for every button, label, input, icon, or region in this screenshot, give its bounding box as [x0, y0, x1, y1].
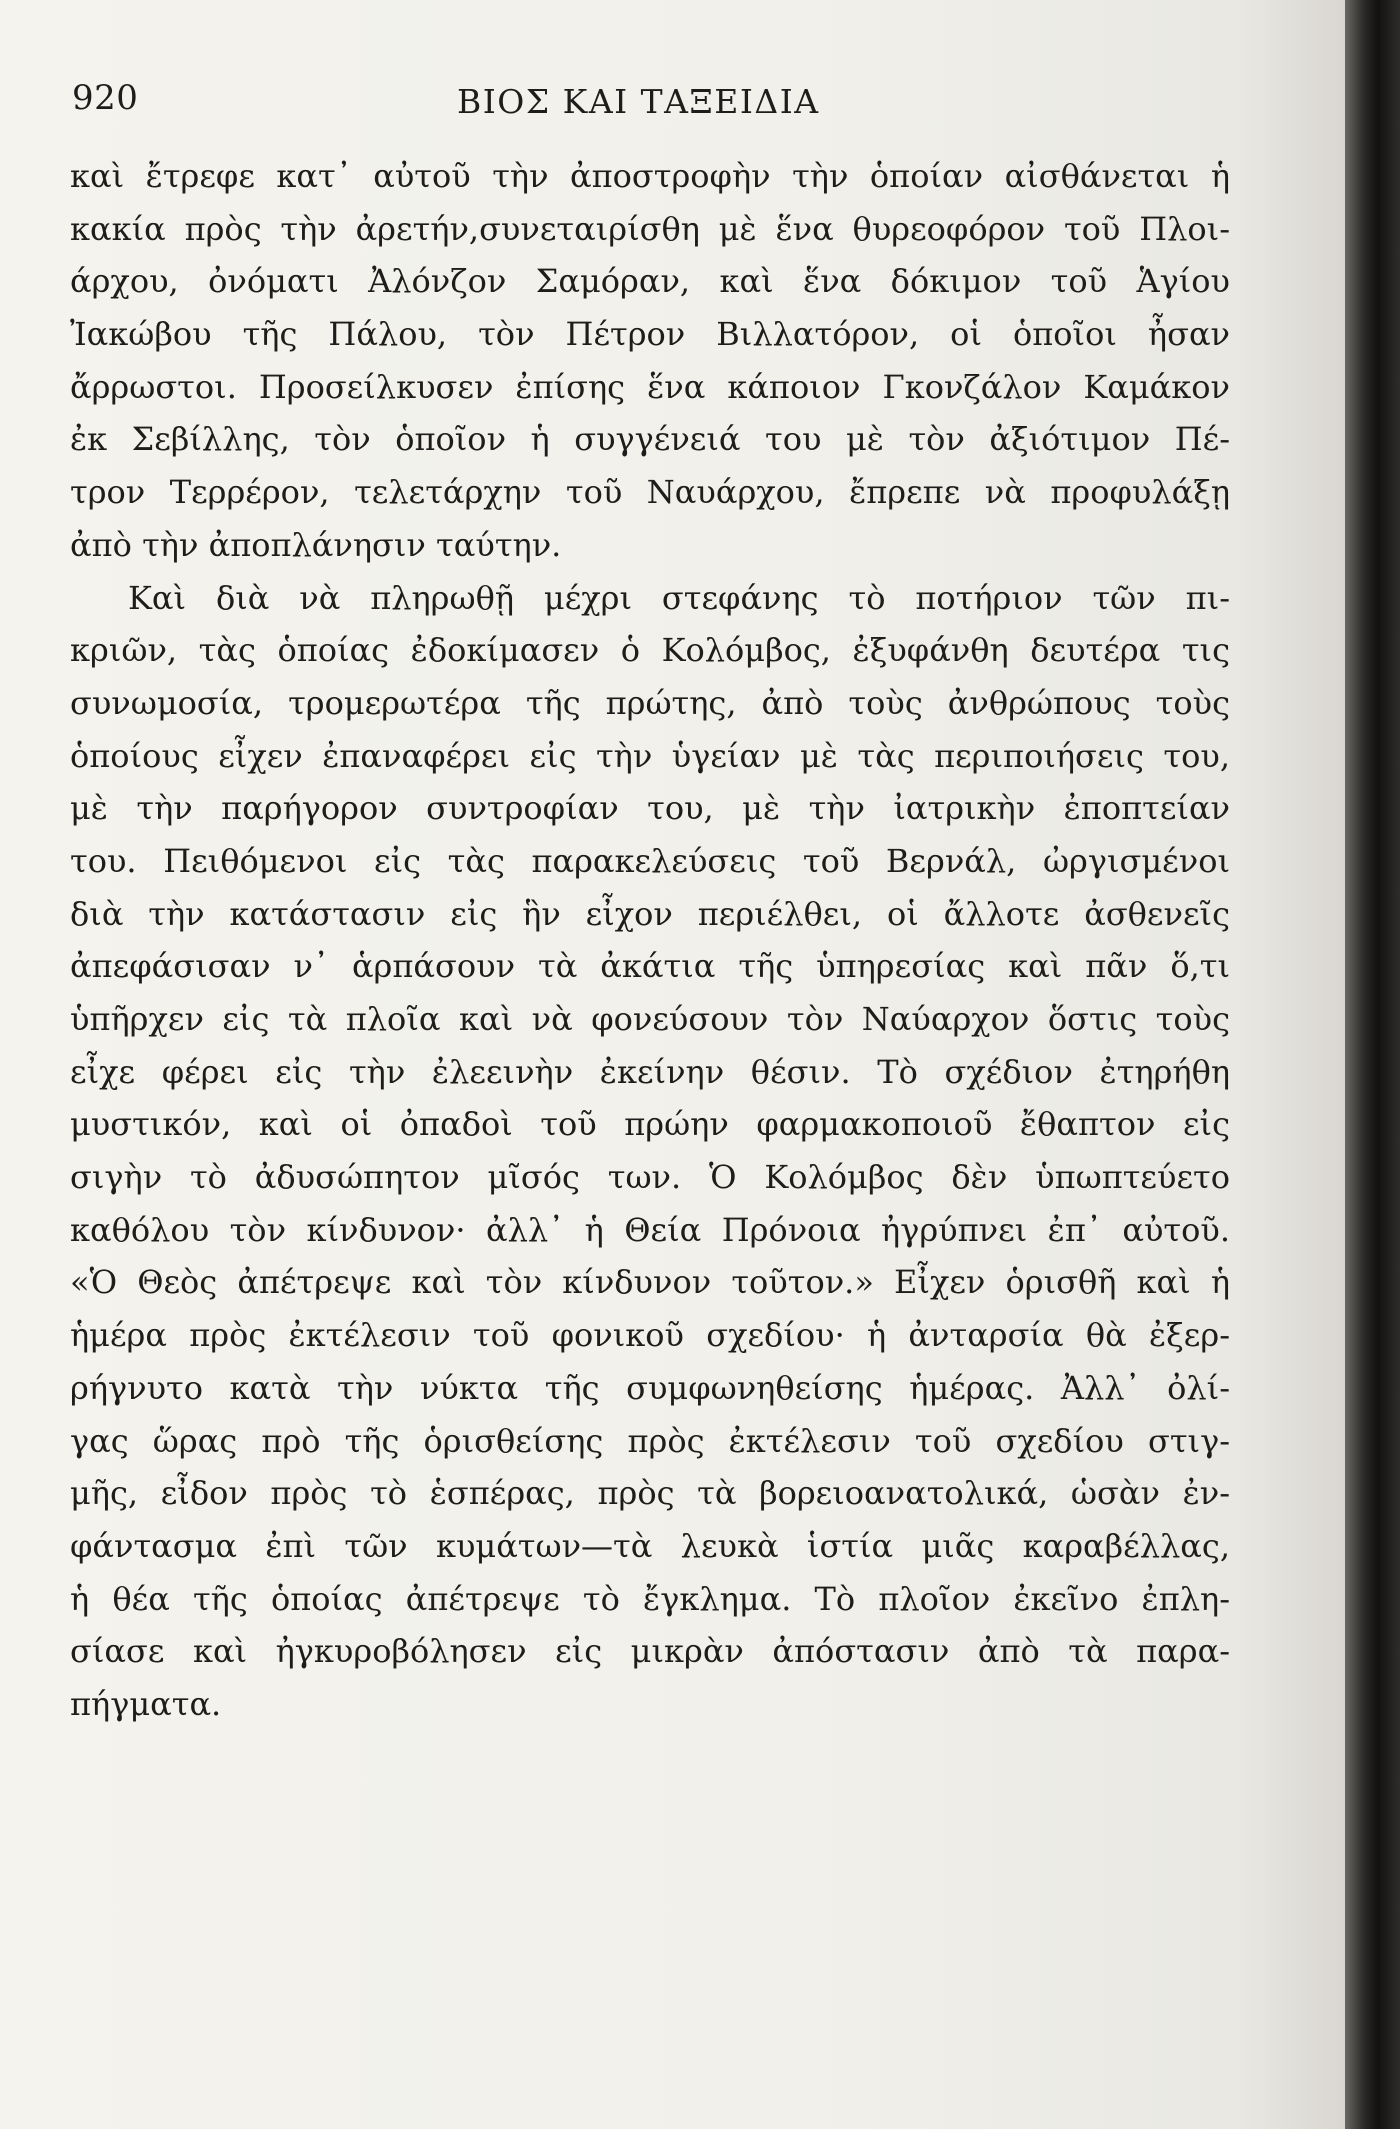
text-line: ἡ θέα τῆς ὁποίας ἀπέτρεψε τὸ ἔγκλημα. Τὸ πλοῖον ἐκεῖνο ἐπλη- [70, 1579, 1230, 1618]
text-line: συνωμοσία, τρομερωτέρα τῆς πρώτης, ἀπὸ τοὺς ἀνθρώπους τοὺς [70, 683, 1230, 722]
text-line: «Ὁ Θεὸς ἀπέτρεψε καὶ τὸν κίνδυνον τοῦτον.» Εἶχεν ὁρισθῆ καὶ ἡ [70, 1263, 1230, 1302]
body-text [70, 150, 1230, 1731]
text-line: γας ὥρας πρὸ τῆς ὁρισθείσης πρὸς ἐκτέλεσιν τοῦ σχεδίου στιγ- [70, 1421, 1230, 1460]
text-line: πήγματα. [70, 1684, 222, 1723]
page-number: 920 [72, 78, 139, 118]
text-line: καὶ ἔτρεφε κατ᾽ αὐτοῦ τὴν ἀποστροφὴν τὴν ὁποίαν αἰσθάνεται ἡ [70, 157, 1230, 195]
text-line: άρχου, ὀνόματι Ἀλόνζον Σαμόραν, καὶ ἕνα δόκιμον τοῦ Ἁγίου [70, 262, 1230, 301]
text-line: ὑπῆρχεν εἰς τὰ πλοῖα καὶ νὰ φονεύσουν τὸν Ναύαρχον ὅστις τοὺς [70, 1000, 1230, 1038]
text-line: ἡμέρα πρὸς ἐκτέλεσιν τοῦ φονικοῦ σχεδίου· ἡ ἀνταρσία θὰ ἐξερ- [70, 1316, 1230, 1355]
text-line: κριῶν, τὰς ὁποίας ἐδοκίμασεν ὁ Κολόμβος, ἐξυφάνθη δευτέρα τις [70, 631, 1230, 670]
text-line: ἀπὸ τὴν ἀποπλάνησιν ταύτην. [70, 525, 562, 564]
text-line: ἀπεφάσισαν ν᾽ ἁρπάσουν τὰ ἀκάτια τῆς ὑπηρεσίας καὶ πᾶν ὅ,τι [70, 947, 1230, 986]
text-line: ὁποίους εἶχεν ἐπαναφέρει εἰς τὴν ὑγείαν μὲ τὰς περιποιήσεις του, [70, 736, 1230, 775]
text-line: του. Πειθόμενοι εἰς τὰς παρακελεύσεις τοῦ Βερνάλ, ὠργισμένοι [70, 841, 1230, 880]
text-line: εἶχε φέρει εἰς τὴν ἐλεεινὴν ἐκείνην θέσιν. Τὸ σχέδιον ἐτηρήθη [70, 1052, 1230, 1091]
text-line: τρον Τερρέρον, τελετάρχην τοῦ Ναυάρχου, ἔπρεπε νὰ προφυλάξῃ [70, 473, 1230, 512]
text-line: σίασε καὶ ἠγκυροβόλησεν εἰς μικρὰν ἀπόστασιν ἀπὸ τὰ παρα- [70, 1632, 1230, 1671]
text-line: ἐκ Σεβίλλης, τὸν ὁποῖον ἡ συγγένειά του μὲ τὸν ἀξιότιμον Πέ- [70, 420, 1230, 459]
text-line: καθόλου τὸν κίνδυνον· ἀλλ᾽ ἡ Θεία Πρόνοια ἠγρύπνει ἐπ᾽ αὐτοῦ. [70, 1210, 1230, 1249]
text-line: μυστικόν, καὶ οἱ ὀπαδοὶ τοῦ πρώην φαρμακοποιοῦ ἔθαπτον εἰς [70, 1105, 1230, 1144]
book-binding-shadow [1345, 0, 1400, 2129]
text-line: μὲ τὴν παρήγορον συντροφίαν του, μὲ τὴν ἰατρικὴν ἐποπτείαν [70, 789, 1230, 828]
text-line: μῆς, εἶδον πρὸς τὸ ἑσπέρας, πρὸς τὰ βορειοανατολικά, ὡσὰν ἐν- [70, 1474, 1230, 1513]
text-line: διὰ τὴν κατάστασιν εἰς ἣν εἶχον περιέλθει, οἱ ἄλλοτε ἀσθενεῖς [70, 894, 1230, 933]
text-line: κακία πρὸς τὴν ἀρετήν,συνεταιρίσθη μὲ ἕνα θυρεοφόρον τοῦ Πλοι- [70, 209, 1230, 248]
running-head [72, 78, 1222, 128]
text-line: Ἰακώβου τῆς Πάλου, τὸν Πέτρον Βιλλατόρον, οἱ ὁποῖοι ἦσαν [70, 315, 1230, 354]
text-line: ρήγνυτο κατὰ τὴν νύκτα τῆς συμφωνηθείσης ἡμέρας. Ἀλλ᾽ ὀλί- [70, 1368, 1230, 1407]
paragraph-start-line: Καὶ διὰ νὰ πληρωθῇ μέχρι στεφάνης τὸ ποτήριον τῶν πι- [128, 578, 1230, 617]
text-line: σιγὴν τὸ ἀδυσώπητον μῖσός των. Ὁ Κολόμβος δὲν ὑπωπτεύετο [70, 1158, 1230, 1197]
text-line: φάντασμα ἐπὶ τῶν κυμάτων—τὰ λευκὰ ἱστία μιᾶς καραβέλλας, [70, 1526, 1230, 1565]
text-line: ἄρρωστοι. Προσείλκυσεν ἐπίσης ἕνα κάποιον Γκονζάλον Καμάκον [70, 367, 1230, 406]
running-title: ΒΙΟΣ ΚΑΙ ΤΑΞΕΙΔΙΑ [457, 82, 820, 121]
